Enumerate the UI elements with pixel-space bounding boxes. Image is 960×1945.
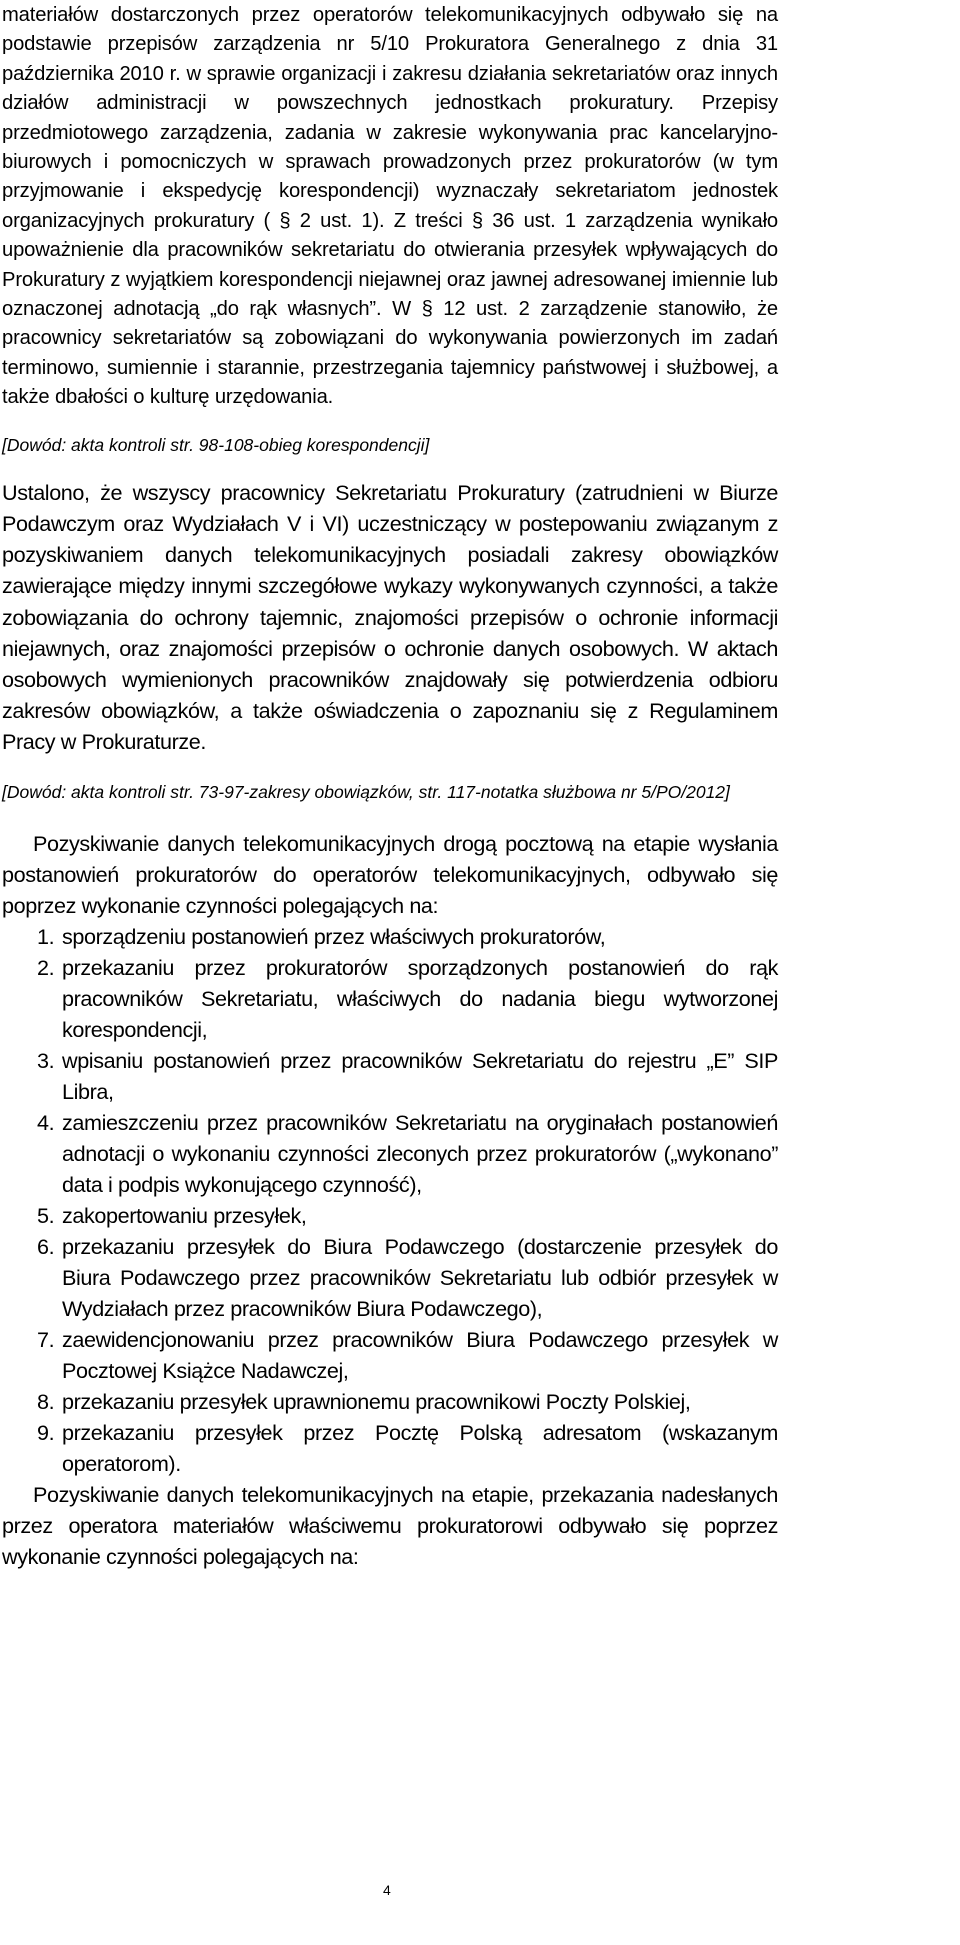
list-item: 9. przekazaniu przesyłek przez Pocztę Polską adresatom (wskazanym operatorom). (37, 1419, 778, 1476)
list-item: 8. przekazaniu przesyłek uprawnionemu pracownikowi Poczty Polskiej, (37, 1388, 691, 1414)
procedure-steps-list (2, 921, 778, 1479)
list-item: 6. przekazaniu przesyłek do Biura Podawczego (dostarczenie przesyłek do Biura Podawczego przez pracowników Sekretariatu lub odbiór przesyłek w Wydziałach przez pracowników Biura Podawczego), (37, 1233, 778, 1321)
evidence-citation-2: [Dowód: akta kontroli str. 73-97-zakresy obowiązków, str. 117-notatka służbowa nr 5/PO/2012] (2, 781, 730, 802)
paragraph-staff-duties: Ustalono, że wszyscy pracownicy Sekretariatu Prokuratury (zatrudnieni w Biurze Podawczym oraz Wydziałach V i VI) uczestniczący w postepowaniu związanym z pozyskiwaniem danych telekomunikacyjnych posiadali zakresy obowiązków zawierające między innymi szczegółowe wykazy wykonywanych czynności, a także zobowiązania do ochrony tajemnic, znajomości przepisów o ochronie informacji niejawnych, oraz znajomości przepisów o ochronie danych osobowych. W aktach osobowych wymienionych pracowników znajdowały się potwierdzenia odbioru zakresów obowiązków, a także oświadczenia o zapoznaniu się z Regulaminem Pracy w Prokuraturze. (2, 479, 778, 755)
paragraph-regulation: materiałów dostarczonych przez operatorów telekomunikacyjnych odbywało się na podstawie przepisów zarządzenia nr 5/10 Prokuratora Generalnego z dnia 31 października 2010 r. w sprawie organizacji i zakresu działania sekretariatów oraz innych działów administracji w powszechnych jednostkach prokuratury. Przepisy przedmiotowego zarządzenia, zadania w zakresie wykonywania prac kancelaryjno-biurowych i pomocniczych w sprawach prowadzonych przez prokuratorów (w tym przyjmowanie i ekspedycję korespondencji) wyznaczały sekretariatom jednostek organizacyjnych prokuratury ( § 2 ust. 1). Z treści § 36 ust. 1 zarządzenia wynikało upoważnienie dla pracowników sekretariatu do otwierania przesyłek wpływających do Prokuratury z wyjątkiem korespondencji niejawnej oraz jawnej adresowanej imiennie lub oznaczonej adnotacją „do rąk własnych”. W § 12 ust. 2 zarządzenie stanowiło, że pracownicy sekretariatów są zobowiązani do wykonywania powierzonych im zadań terminowo, sumiennie i starannie, przestrzegania tajemnicy państwowej i służbowej, a także dbałości o kulturę urzędowania. (2, 4, 778, 409)
paragraph-receipt-procedure: Pozyskiwanie danych telekomunikacyjnych na etapie, przekazania nadesłanych przez operatora materiałów właściwemu prokuratorowi odbywało się poprzez wykonanie czynności polegających na: (2, 1481, 778, 1569)
paragraph-postal-procedure: Pozyskiwanie danych telekomunikacyjnych drogą pocztową na etapie wysłania postanowień prokuratorów do operatorów telekomunikacyjnych, odbywało się poprzez wykonanie czynności polegających na: (2, 830, 778, 918)
list-item: 3. wpisaniu postanowień przez pracowników Sekretariatu do rejestru „E” SIP Libra, (37, 1047, 778, 1104)
document-page (2, 0, 778, 1572)
evidence-citation-1: [Dowód: akta kontroli str. 98-108-obieg korespondencji] (2, 434, 430, 455)
page-number: 4 (383, 1882, 391, 1898)
list-item: 7. zaewidencjonowaniu przez pracowników Biura Podawczego przesyłek w Pocztowej Książce Nadawczej, (37, 1326, 778, 1383)
list-item: 5. zakopertowaniu przesyłek, (37, 1202, 307, 1228)
list-item: 2. przekazaniu przez prokuratorów sporządzonych postanowień do rąk pracowników Sekretariatu, właściwych do nadania biegu wytworzonej korespondencji, (37, 954, 778, 1042)
list-item: 4. zamieszczeniu przez pracowników Sekretariatu na oryginałach postanowień adnotacji o wykonaniu czynności zleconych przez prokuratorów („wykonano” data i podpis wykonującego czynność), (37, 1109, 778, 1197)
list-item: 1. sporządzeniu postanowień przez właściwych prokuratorów, (37, 923, 606, 949)
